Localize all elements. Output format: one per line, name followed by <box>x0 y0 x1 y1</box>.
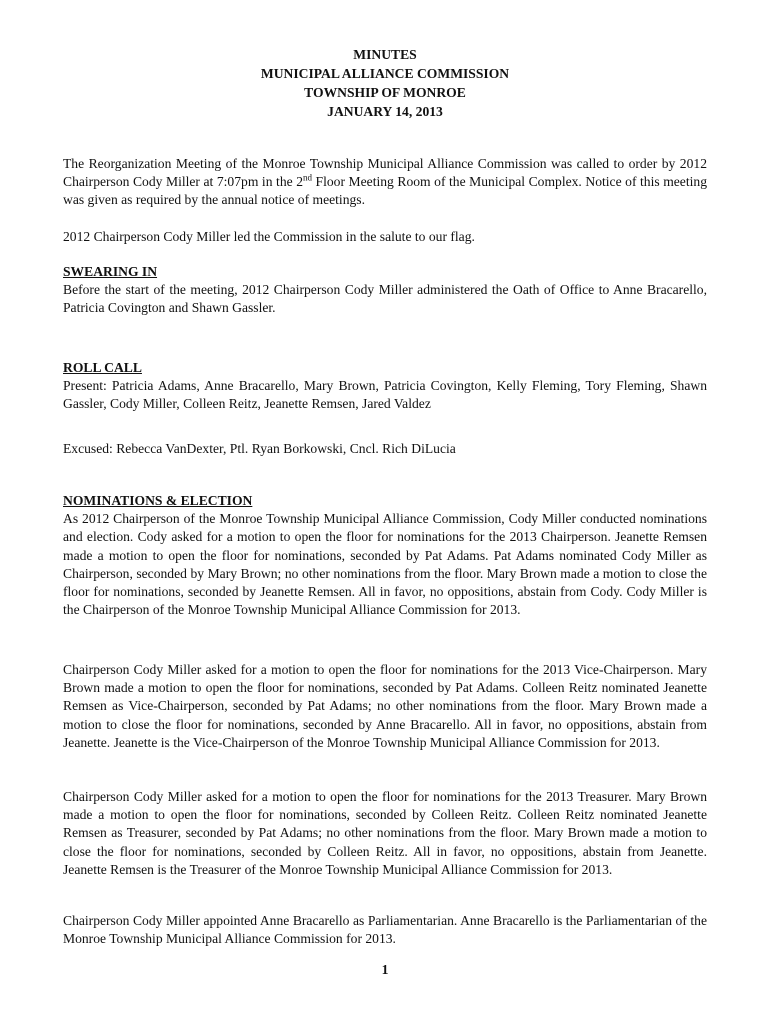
nominations-paragraph-2: Chairperson Cody Miller asked for a motion to open the floor for nominations for the 2013 Vice-Chairperson. Mary Brown made a motion to open the floor for nominations, seconded by Pat Adams. Colleen Reitz nominated Jeanette Remsen as Vice-Chairperson, seconded by Pat Adams; no other nominations from the floor. Mary Brown made a motion to close the floor for nominations, seconded by Anne Bracarello. All in favor, no oppositions, abstain from Jeanette. Jeanette is the Vice-Chairperson of the Monroe Township Municipal Alliance Commission for 2013. <box>63 662 707 750</box>
roll-call-excused-block <box>63 440 707 458</box>
roll-call-excused: Excused: Rebecca VanDexter, Ptl. Ryan Borkowski, Cncl. Rich DiLucia <box>63 441 456 456</box>
header-commission: MUNICIPAL ALLIANCE COMMISSION <box>260 66 510 81</box>
intro-paragraph <box>63 155 707 210</box>
header-township: TOWNSHIP OF MONROE <box>304 85 466 100</box>
treasurer-block <box>63 788 707 879</box>
page-number: 1 <box>381 962 389 977</box>
nominations-paragraph-3: Chairperson Cody Miller asked for a motion to open the floor for nominations for the 2013 Treasurer. Mary Brown made a motion to open the floor for nominations, seconded by Colleen Reitz. Colleen Reitz nominated Jeanette Remsen as Treasurer, seconded by Pat Adams; no other nominations from the floor. Mary Brown made a motion to close the floor for nominations, seconded by Colleen Reitz. All in favor, no oppositions, abstain from Jeanette. Jeanette Remsen is the Treasurer of the Monroe Township Municipal Alliance Commission for 2013. <box>63 789 707 877</box>
swearing-in-heading: SWEARING IN <box>63 264 158 279</box>
parliamentarian-block <box>63 912 707 948</box>
intro-text-1: The Reorganization Meeting of the Monroe Township Municipal Alliance Commission was called to order by 2012 Chairperson Cody Miller at 7:07pm in the 2 <box>63 156 707 190</box>
header-date: JANUARY 14, 2013 <box>327 104 443 119</box>
intro-text-2: Floor Meeting Room of the Municipal Complex. Notice of this meeting was given as required by the annual notice of meetings. <box>63 174 707 208</box>
document-header <box>0 45 770 121</box>
intro-superscript: nd <box>303 172 312 183</box>
nominations-heading: NOMINATIONS & ELECTION <box>63 493 253 508</box>
nominations-paragraph-1: As 2012 Chairperson of the Monroe Township Municipal Alliance Commission, Cody Miller conducted nominations and election. Cody asked for a motion to open the floor for nominations for the 2013 Chairperson. Jeanette Remsen made a motion to open the floor for nominations, seconded by Pat Adams. Pat Adams nominated Cody Miller as Chairperson, seconded by Mary Brown; no other nominations from the floor. Mary Brown made a motion to close the floor for nominations, seconded by Jeanette Remsen. All in favor, no oppositions, abstain from Cody. Cody Miller is the Chairperson of the Monroe Township Municipal Alliance Commission for 2013. <box>63 511 707 618</box>
swearing-in-section <box>63 263 707 318</box>
salute-text: 2012 Chairperson Cody Miller led the Commission in the salute to our flag. <box>63 229 475 244</box>
roll-call-present: Present: Patricia Adams, Anne Bracarello, Mary Brown, Patricia Covington, Kelly Fleming, Tory Fleming, Shawn Gassler, Cody Miller, Colleen Reitz, Jeanette Remsen, Jared Valdez <box>63 378 707 412</box>
header-minutes: MINUTES <box>353 47 417 62</box>
nominations-paragraph-4: Chairperson Cody Miller appointed Anne Bracarello as Parliamentarian. Anne Bracarello is the Parliamentarian of the Monroe Township Municipal Alliance Commission for 2013. <box>63 913 707 947</box>
vice-chair-block <box>63 661 707 752</box>
roll-call-section <box>63 359 707 414</box>
roll-call-heading: ROLL CALL <box>63 360 142 375</box>
swearing-in-text: Before the start of the meeting, 2012 Chairperson Cody Miller administered the Oath of Office to Anne Bracarello, Patricia Covington and Shawn Gassler. <box>63 282 707 316</box>
nominations-section <box>63 492 707 619</box>
salute-paragraph <box>63 228 707 246</box>
